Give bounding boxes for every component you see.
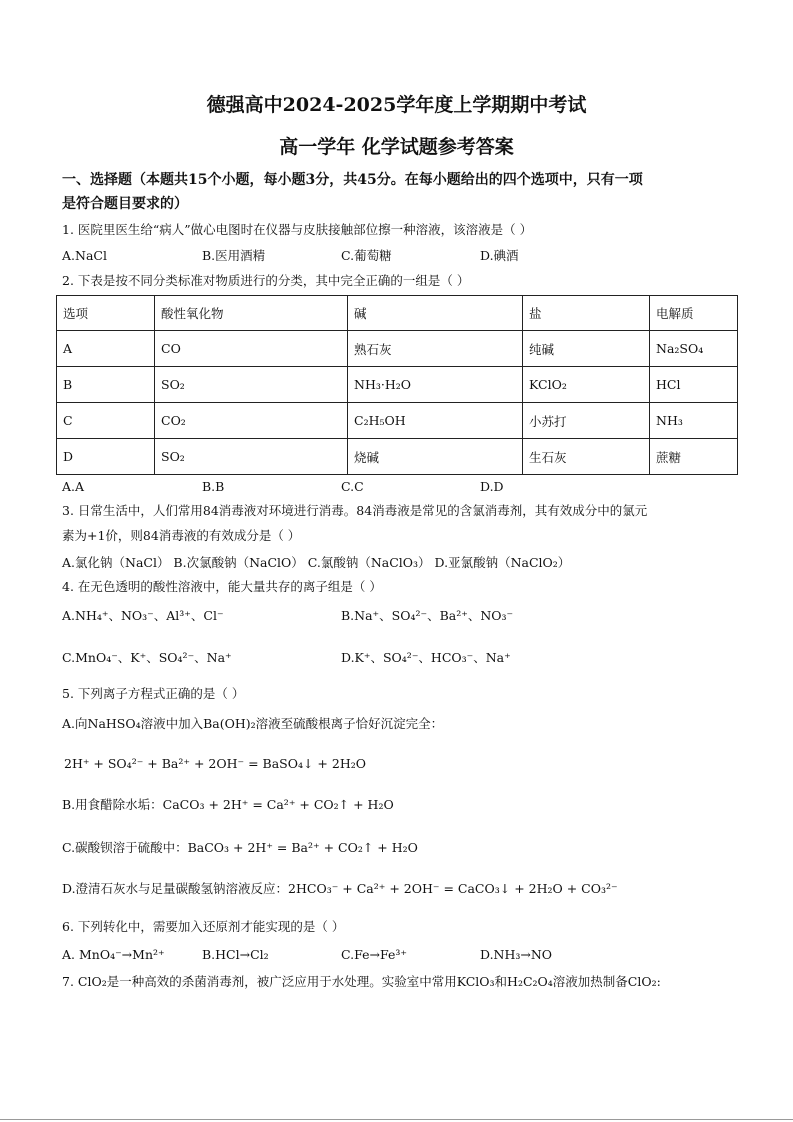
q1-option-d: D.碘酒 (480, 248, 519, 263)
table-header-cell: 盐 (523, 296, 650, 331)
q6-option-d: D.NH₃→NO (480, 947, 553, 962)
table-cell: 生石灰 (523, 439, 650, 475)
table-cell: KClO₂ (523, 367, 650, 403)
table-cell: B (57, 367, 155, 403)
table-header-row (57, 296, 738, 331)
q3-line1: 3. 日常生活中，人们常用84消毒液对环境进行消毒。84消毒液是常见的含氯消毒剂，其有效成分中的氯元 (62, 503, 648, 518)
classification-table (56, 295, 738, 475)
table-cell: SO₂ (155, 367, 348, 403)
page-bottom-divider (0, 1119, 793, 1120)
table-cell: D (57, 439, 155, 475)
table-row (57, 367, 738, 403)
table-cell: NH₃·H₂O (348, 367, 523, 403)
q5-option-b: B.用食醋除水垢：CaCO₃ + 2H⁺ = Ca²⁺ + CO₂↑ + H₂O (62, 797, 394, 812)
section-heading-line1: 一、选择题（本题共15个小题，每小题3分，共45分。在每小题给出的四个选项中，只有一项 (62, 172, 643, 188)
table-cell: SO₂ (155, 439, 348, 475)
table-header-cell: 酸性氧化物 (155, 296, 348, 331)
table-row (57, 439, 738, 475)
q1-stem: 1. 医院里医生给“病人”做心电图时在仪器与皮肤接触部位擦一种溶液，该溶液是（ ） (62, 222, 533, 237)
table-cell: CO (155, 331, 348, 367)
table-cell: A (57, 331, 155, 367)
exam-subtitle: 高一学年 化学试题参考答案 (279, 136, 514, 158)
q4-option-d: D.K⁺、SO₄²⁻、HCO₃⁻、Na⁺ (341, 650, 511, 665)
table-cell: 蔗糖 (650, 439, 738, 475)
table-cell: Na₂SO₄ (650, 331, 738, 367)
section-heading-line2: 是符合题目要求的） (62, 196, 188, 212)
q2-option-d: D.D (480, 479, 504, 494)
q1-option-c: C.葡萄糖 (341, 248, 392, 263)
q6-option-b: B.HCl→Cl₂ (202, 947, 269, 962)
q1-option-b: B.医用酒精 (202, 248, 266, 263)
q6-option-a: A. MnO₄⁻→Mn²⁺ (62, 947, 165, 962)
table-header-cell: 碱 (348, 296, 523, 331)
q5-option-c: C.碳酸钡溶于硫酸中：BaCO₃ + 2H⁺ = Ba²⁺ + CO₂↑ + H₂O (62, 840, 418, 855)
exam-title: 德强高中2024-2025学年度上学期期中考试 (206, 94, 587, 116)
q2-option-c: C.C (341, 479, 364, 494)
q4-stem: 4. 在无色透明的酸性溶液中，能大量共存的离子组是（ ） (62, 579, 382, 594)
table-cell: 烧碱 (348, 439, 523, 475)
q4-option-c: C.MnO₄⁻、K⁺、SO₄²⁻、Na⁺ (62, 650, 232, 665)
table-cell: 纯碱 (523, 331, 650, 367)
table-row (57, 331, 738, 367)
table-cell: CO₂ (155, 403, 348, 439)
q5-option-a-equation: 2H⁺ + SO₄²⁻ + Ba²⁺ + 2OH⁻ = BaSO₄↓ + 2H₂O (64, 756, 366, 771)
q7-line1: 7. ClO₂是一种高效的杀菌消毒剂，被广泛应用于水处理。实验室中常用KClO₃和H₂C₂O₄溶液加热制备ClO₂: (62, 974, 661, 989)
q3-options: A.氯化钠（NaCl） B.次氯酸钠（NaClO） C.氯酸钠（NaClO₃） D.亚氯酸钠（NaClO₂） (62, 555, 571, 570)
table-row (57, 403, 738, 439)
q3-line2: 素为+1价，则84消毒液的有效成分是（ ） (62, 528, 301, 543)
q6-option-c: C.Fe→Fe³⁺ (341, 947, 407, 962)
q4-option-a: A.NH₄⁺、NO₃⁻、Al³⁺、Cl⁻ (62, 608, 224, 623)
q6-stem: 6. 下列转化中，需要加入还原剂才能实现的是（ ） (62, 919, 345, 934)
table-cell: NH₃ (650, 403, 738, 439)
q5-option-a: A.向NaHSO₄溶液中加入Ba(OH)₂溶液至硫酸根离子恰好沉淀完全： (62, 716, 444, 731)
table-header-cell: 选项 (57, 296, 155, 331)
q1-option-a: A.NaCl (62, 248, 107, 263)
q2-option-a: A.A (62, 479, 85, 494)
table-header-cell: 电解质 (650, 296, 738, 331)
table-cell: 小苏打 (523, 403, 650, 439)
table-cell: C (57, 403, 155, 439)
q5-stem: 5. 下列离子方程式正确的是（ ） (62, 686, 245, 701)
q4-option-b: B.Na⁺、SO₄²⁻、Ba²⁺、NO₃⁻ (341, 608, 514, 623)
q2-option-b: B.B (202, 479, 225, 494)
table-cell: HCl (650, 367, 738, 403)
q5-option-d: D.澄清石灰水与足量碳酸氢钠溶液反应：2HCO₃⁻ + Ca²⁺ + 2OH⁻ = CaCO₃↓ + 2H₂O + CO₃²⁻ (62, 881, 618, 896)
q2-stem: 2. 下表是按不同分类标准对物质进行的分类，其中完全正确的一组是（ ） (62, 273, 470, 288)
table-cell: 熟石灰 (348, 331, 523, 367)
table-cell: C₂H₅OH (348, 403, 523, 439)
